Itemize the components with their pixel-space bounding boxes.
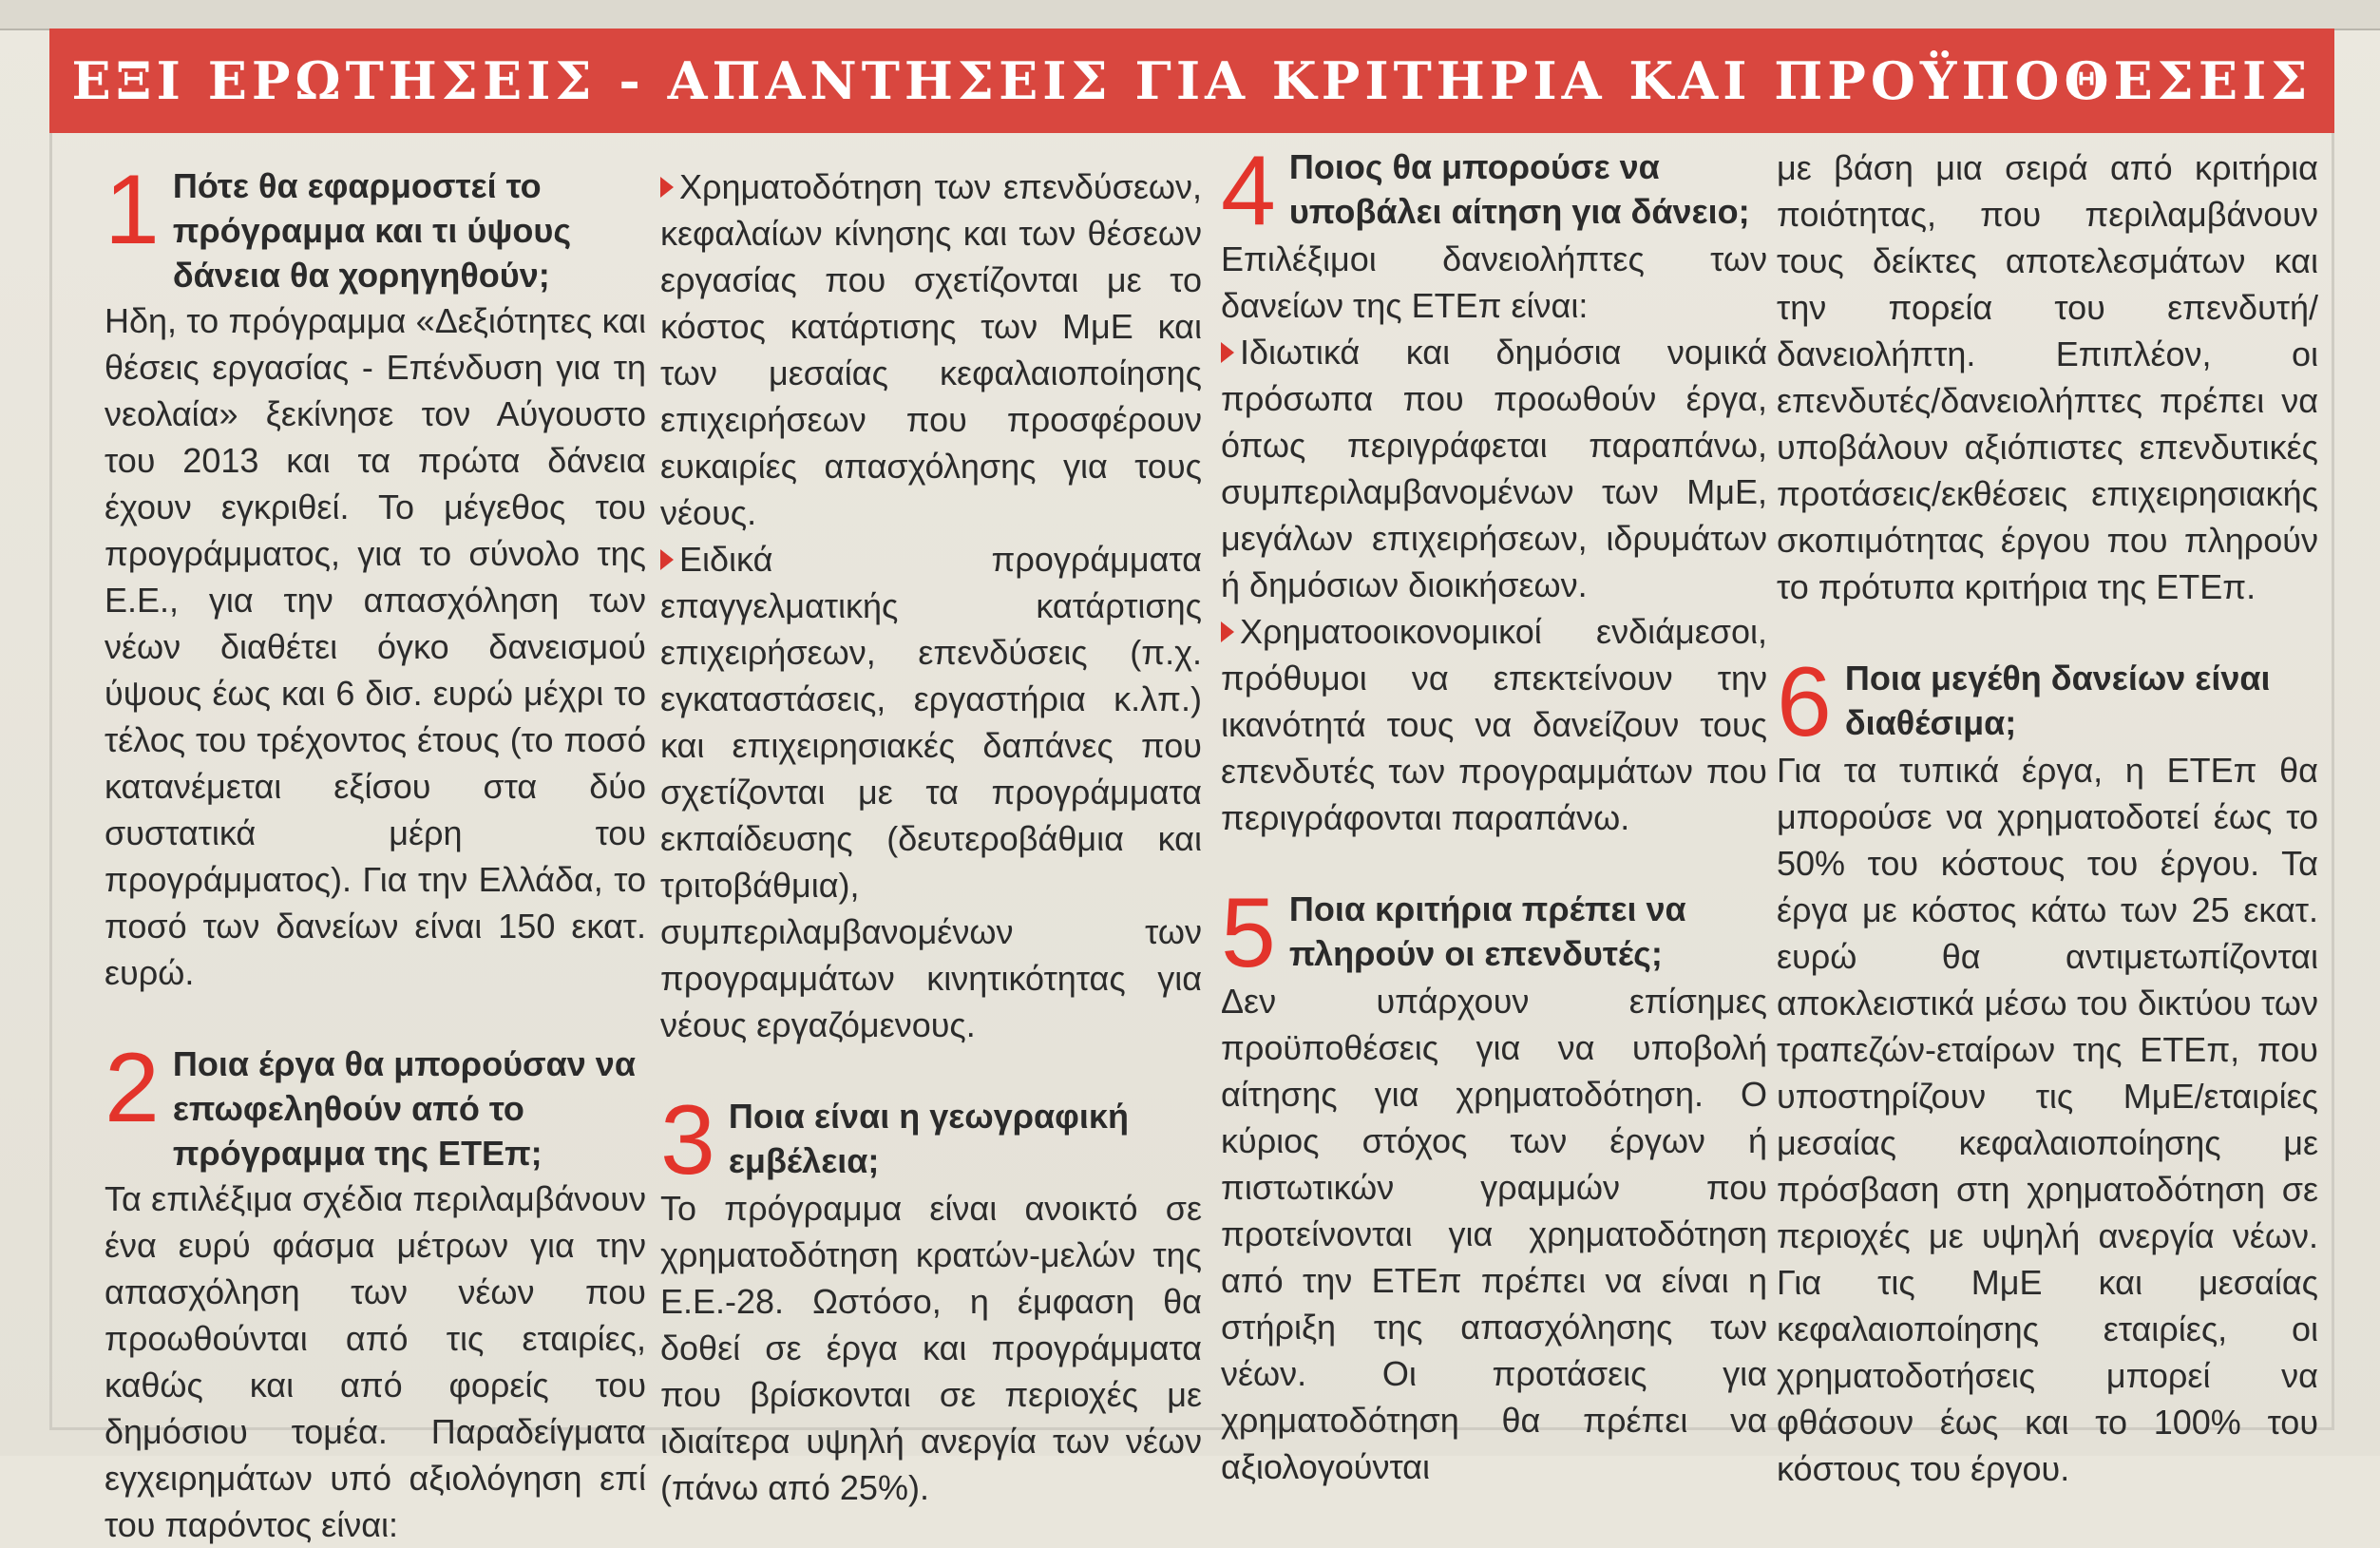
question-number: 3 <box>660 1085 715 1195</box>
question-number: 4 <box>1221 136 1276 246</box>
answer-text: Επιλέξιμοι δανειολήπτες των δανείων της ΕΤΕπ είναι: <box>1221 239 1767 325</box>
question-block-4 <box>1221 136 1767 329</box>
question-block-3 <box>660 1085 1202 1511</box>
question-block-2 <box>105 1033 646 1548</box>
question-block-5 <box>1221 878 1767 1490</box>
header-banner <box>49 29 2334 133</box>
question-text: Ποια έργα θα μπορούσαν να επωφεληθούν από το πρόγραμμα της ΕΤΕπ; <box>172 1044 636 1173</box>
question-number: 2 <box>105 1033 160 1143</box>
list-item <box>660 163 1202 536</box>
bullet-text: Ιδιωτικά και δημόσια νομικά πρόσωπα που προωθούν έργα, όπως περιγράφεται παραπάνω, συμπεριλαμβανομένων των ΜμΕ, μεγάλων επιχειρήσεων, ιδρυμάτων ή δημόσιων διοικήσεων. <box>1221 333 1767 604</box>
question-block-1 <box>105 155 646 996</box>
arrow-bullet-icon <box>660 177 674 198</box>
list-item <box>1221 608 1767 841</box>
answer-text: Τα επιλέξιμα σχέδια περιλαμβάνουν ένα ευρύ φάσμα μέτρων για την απασχόληση των νέων που προωθούνται από τις εταιρίες, καθώς και από φορείς του δημόσιου τομέα. Παραδείγματα εγχειρημάτων υπό αξιολόγηση επί του παρόντος είναι: <box>105 1179 646 1544</box>
answer-continued: με βάση μια σειρά από κριτήρια ποιότητας, που περιλαμβάνουν τους δείκτες αποτελεσμάτων και την πορεία του επενδυτή/δανειολήπτη. Επιπλέον, οι επενδυτές/δανειολήπτες πρέπει να υποβάλουν αξιόπιστες επενδυτικές προτάσεις/εκθέσεις επιχειρησιακής σκοπιμότητας έργου που πληρούν το πρότυπα κριτήρια της ΕΤΕπ. <box>1777 148 2318 606</box>
question-text: Ποιος θα μπορούσε να υποβάλει αίτηση για δάνειο; <box>1288 147 1750 231</box>
question-text: Ποια είναι η γεωγραφική εμβέλεια; <box>728 1097 1129 1180</box>
column-1 <box>105 144 646 1544</box>
answer-text: Για τα τυπικά έργα, η ΕΤΕπ θα μπορούσε να χρηματοδοτεί έως το 50% του κόστους του έργου. Τα έργα με κόστος κάτω των 25 εκατ. ευρώ θα αντιμετωπίζονται αποκλειστικά μέσω του δικτύου των τραπεζών-εταίρων της ΕΤΕπ, που υποστηρίζουν τις ΜμΕ/εταιρίες μεσαίας κεφαλαιοποίησης με πρόσβαση στη χρηματοδότηση σε περιοχές με υψηλή ανεργία νέων. Για τις ΜμΕ και μεσαίας κεφαλαιοποίησης εταιρίες, οι χρηματοδοτήσεις μπορεί να φθάσουν έως και το 100% του κόστους του έργου. <box>1777 751 2318 1488</box>
column-4 <box>1777 144 2318 1488</box>
question-number: 1 <box>105 155 160 265</box>
bullet-text: Ειδικά προγράμματα επαγγελματικής κατάρτισης επιχειρήσεων, επενδύσεις (π.χ. εγκαταστάσεις, εργαστήρια κ.λπ.) και επιχειρησιακές δαπάνες που σχετίζονται με τα προγράμματα εκπαίδευσης (δευτεροβάθμια και τριτοβάθμια), συμπεριλαμβανομένων των προγραμμάτων κινητικότητας για νέους εργαζόμενους. <box>660 540 1202 1044</box>
question-text: Πότε θα εφαρμοστεί το πρόγραμμα και τι ύψους δάνεια θα χορηγηθούν; <box>172 166 572 295</box>
arrow-bullet-icon <box>1221 621 1234 642</box>
list-item <box>1221 329 1767 608</box>
column-3 <box>1221 136 1767 1486</box>
article-title: ΕΞΙ ΕΡΩΤΗΣΕΙΣ - ΑΠΑΝΤΗΣΕΙΣ ΓΙΑ ΚΡΙΤΗΡΙΑ ΚΑΙ ΠΡΟΫΠΟΘΕΣΕΙΣ <box>71 50 2313 111</box>
list-item <box>660 536 1202 1048</box>
column-2 <box>660 144 1202 1507</box>
question-text: Ποια κριτήρια πρέπει να πληρούν οι επενδυτές; <box>1288 889 1686 973</box>
answer-text: Το πρόγραμμα είναι ανοικτό σε χρηματοδότηση κρατών-μελών της Ε.Ε.-28. Ωστόσο, η έμφαση θα δοθεί σε έργα και προγράμματα που βρίσκονται σε περιοχές με ιδιαίτερα υψηλή ανεργία των νέων (πάνω από 25%). <box>660 1189 1202 1507</box>
answer-text: Δεν υπάρχουν επίσημες προϋποθέσεις για να υποβολή αίτησης για χρηματοδότηση. Ο κύριος στόχος των έργων ή πιστωτικών γραμμών που προτείνονται για χρηματοδότηση από την ΕΤΕπ πρέπει να είναι η στήριξη της απασχόλησης των νέων. Οι προτάσεις για χρηματοδότηση θα πρέπει να αξιολογούνται <box>1221 982 1767 1486</box>
bullet-text: Χρηματοοικονομικοί ενδιάμεσοι, πρόθυμοι να επεκτείνουν την ικανότητά τους να δανείζουν τους επενδυτές των προγραμμάτων που περιγράφονται παραπάνω. <box>1221 612 1767 837</box>
question-number: 5 <box>1221 878 1276 988</box>
answer-text: Ηδη, το πρόγραμμα «Δεξιότητες και θέσεις εργασίας - Επένδυση για τη νεολαία» ξεκίνησε τον Αύγουστο του 2013 και τα πρώτα δάνεια έχουν εγκριθεί. Το μέγεθος του προγράμματος, για το σύνολο της Ε.Ε., για την απασχόληση των νέων διαθέτει όγκο δανεισμού ύψους έως και 6 δισ. ευρώ μέχρι το τέλος του τρέχοντος έτους (το ποσό κατανέμεται εξίσου στα δύο συστατικά μέρη του προγράμματος). Για την Ελλάδα, το ποσό των δανείων είναι 150 εκατ. ευρώ. <box>105 301 646 992</box>
arrow-bullet-icon <box>1221 342 1234 363</box>
question-number: 6 <box>1777 647 1832 757</box>
previous-page-strip <box>0 0 2380 30</box>
question-block-6 <box>1777 647 2318 1492</box>
bullet-text: Χρηματοδότηση των επενδύσεων, κεφαλαίων κίνησης και των θέσεων εργασίας που σχετίζονται με το κόστος κατάρτισης των ΜμΕ και των μεσαίας κεφαλαιοποίησης επιχειρήσεων που προσφέρουν ευκαιρίες απασχόλησης για τους νέους. <box>660 167 1202 532</box>
question-text: Ποια μεγέθη δανείων είναι διαθέσιμα; <box>1844 659 2271 742</box>
arrow-bullet-icon <box>660 549 674 570</box>
